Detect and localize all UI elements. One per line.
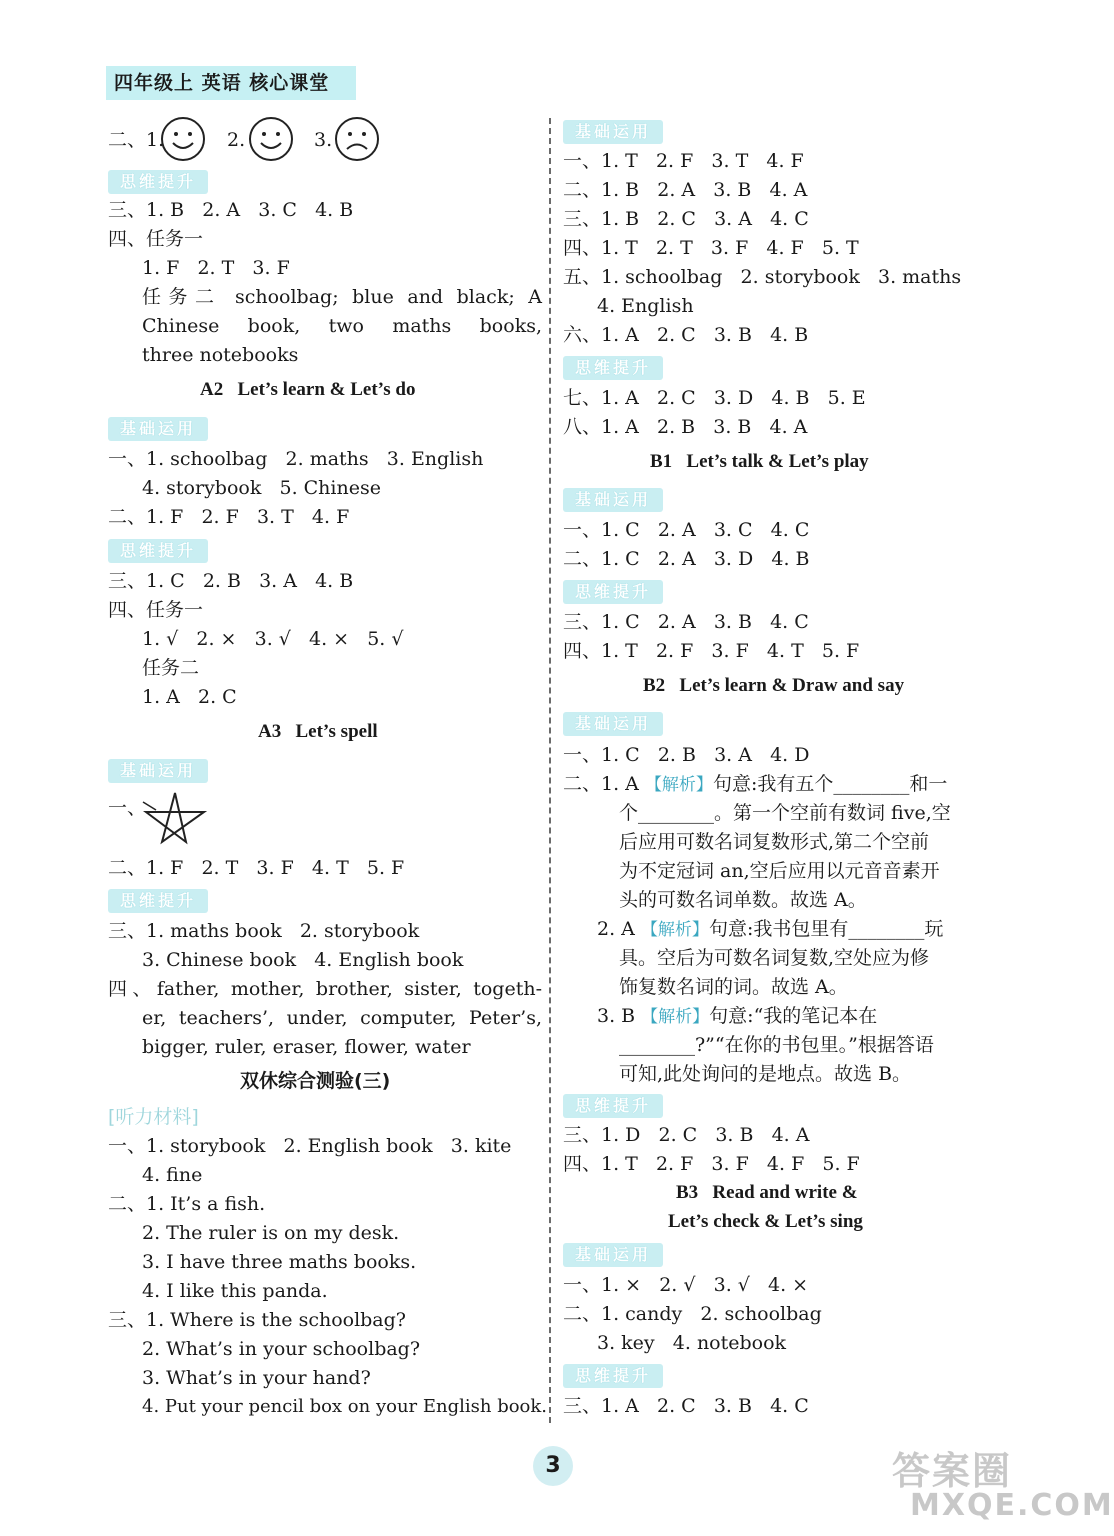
answer-prefix: 2. A <box>597 918 641 940</box>
answer-line: 一、1. C 2. A 3. C 4. C <box>563 519 810 541</box>
answer-line: 一、 <box>108 797 147 819</box>
answer-line: 3. Chinese book 4. English book <box>142 949 464 971</box>
section-badge-siwei: 思维提升 <box>563 356 663 380</box>
answer-line: 4. English <box>597 295 694 317</box>
column-divider <box>549 118 551 1423</box>
section-title-test: 双休综合测验(三) <box>240 1070 391 1092</box>
answer-line: 一、1. schoolbag 2. maths 3. English <box>108 448 484 470</box>
answer-line: 三、1. A 2. C 3. B 4. C <box>563 1395 809 1417</box>
answer-line: 三、1. maths book 2. storybook <box>108 920 420 942</box>
answer-line: 4. Put your pencil box on your English book. <box>142 1396 548 1417</box>
analysis-line: 为不定冠词 an,空后应用以元音音素开 <box>619 860 940 882</box>
answer-line: 4. fine <box>142 1164 203 1186</box>
section-badge-siwei: 思维提升 <box>108 889 208 913</box>
section-title-b1: B1 Let’s talk & Let’s play <box>650 451 869 472</box>
section-title-a3: A3 Let’s spell <box>258 721 378 742</box>
answer-line: 四、任务一 <box>108 599 204 621</box>
analysis-tag: 【解析】 <box>640 920 709 940</box>
section-badge-jichu: 基础运用 <box>563 120 663 144</box>
section-badge-jichu: 基础运用 <box>563 488 663 512</box>
answer-line: Chinese book, two maths books, <box>142 315 542 337</box>
book-header: 四年级上 英语 核心课堂 <box>106 66 356 100</box>
analysis-line: 具。空后为可数名词复数,空处应为修 <box>619 947 930 969</box>
answer-line: 1. F 2. T 3. F <box>142 257 290 279</box>
answer-line: 1. √ 2. × 3. √ 4. × 5. √ <box>142 628 404 650</box>
answer-line: 四、1. T 2. F 3. F 4. F 5. F <box>563 1153 860 1175</box>
answer-line: 三、1. Where is the schoolbag? <box>108 1309 406 1331</box>
answer-line: 四、father, mother, brother, sister, togeth- <box>108 978 542 1000</box>
answer-line: 4. storybook 5. Chinese <box>142 477 381 499</box>
smiley-face-icon <box>248 116 294 162</box>
section-badge-siwei: 思维提升 <box>563 1094 663 1118</box>
answer-line-with-note <box>563 771 947 798</box>
answer-line: 一、1. T 2. F 3. T 4. F <box>563 150 804 172</box>
answer-num: 2. <box>227 129 246 151</box>
answer-line: 三、1. D 2. C 3. B 4. A <box>563 1124 810 1146</box>
answer-line: 3. key 4. notebook <box>597 1332 787 1354</box>
watermark-url: MXQE.COM <box>910 1488 1114 1523</box>
section-badge-siwei: 思维提升 <box>108 170 208 194</box>
sad-face-icon <box>334 116 380 162</box>
answer-line: 三、1. B 2. A 3. C 4. B <box>108 199 354 221</box>
section-title-a2: A2 Let’s learn & Let’s do <box>200 379 416 400</box>
answer-line: 3. What’s in your hand? <box>142 1367 371 1389</box>
analysis-text: 句意:我有五个________和一 <box>712 773 948 795</box>
analysis-line: 头的可数名词单数。故选 A。 <box>619 889 867 911</box>
analysis-line: 后应用可数名词复数形式,第二个空前 <box>619 831 930 853</box>
watermark-text: 答案圈 <box>892 1449 1013 1493</box>
answer-line: 4. I like this panda. <box>142 1280 328 1302</box>
analysis-text: 句意:“我的笔记本在 <box>709 1005 878 1027</box>
answer-line: 六、1. A 2. C 3. B 4. B <box>563 324 809 346</box>
answer-line: 七、1. A 2. C 3. D 4. B 5. E <box>563 387 866 409</box>
section-badge-jichu: 基础运用 <box>108 417 208 441</box>
smiley-face-icon <box>160 116 206 162</box>
section-title-b3-line2: Let’s check & Let’s sing <box>668 1211 863 1232</box>
answer-line: 二、1. <box>108 129 165 151</box>
star-drawing-icon <box>140 790 210 850</box>
analysis-tag: 【解析】 <box>644 775 713 795</box>
answer-line: 一、1. storybook 2. English book 3. kite <box>108 1135 512 1157</box>
answer-line: 四、任务一 <box>108 228 204 250</box>
answer-line: 三、1. C 2. B 3. A 4. B <box>108 570 354 592</box>
answer-line: 二、1. B 2. A 3. B 4. A <box>563 179 808 201</box>
answer-line: 2. The ruler is on my desk. <box>142 1222 400 1244</box>
answer-line: er, teachers’, under, computer, Peter’s, <box>142 1007 542 1029</box>
answer-line: 2. What’s in your schoolbag? <box>142 1338 421 1360</box>
analysis-line: ________?”“在你的书包里。”根据答语 <box>619 1034 934 1056</box>
answer-line: 八、1. A 2. B 3. B 4. A <box>563 416 808 438</box>
section-badge-siwei: 思维提升 <box>563 580 663 604</box>
analysis-line: 个________。第一个空前有数词 five,空 <box>619 802 951 824</box>
answer-line: 三、1. C 2. A 3. B 4. C <box>563 611 809 633</box>
answer-line: three notebooks <box>142 344 299 366</box>
answer-line: 二、1. C 2. A 3. D 4. B <box>563 548 810 570</box>
answer-line: 任务二 schoolbag; blue and black; A <box>142 286 542 308</box>
answer-line: 四、1. T 2. T 3. F 4. F 5. T <box>563 237 859 259</box>
page-number: 3 <box>533 1446 573 1486</box>
analysis-tag: 【解析】 <box>641 1007 710 1027</box>
section-badge-siwei: 思维提升 <box>563 1364 663 1388</box>
answer-line: 二、1. It’s a fish. <box>108 1193 266 1215</box>
answer-line: 二、1. F 2. T 3. F 4. T 5. F <box>108 857 405 879</box>
answer-prefix: 3. B <box>597 1005 642 1027</box>
section-title-b3: B3 Read and write & <box>676 1182 858 1203</box>
answer-line: bigger, ruler, eraser, flower, water <box>142 1036 471 1058</box>
analysis-line: 饰复数名词的词。故选 A。 <box>619 976 848 998</box>
analysis-line: 可知,此处询问的是地点。故选 B。 <box>619 1063 912 1085</box>
answer-line: 任务二 <box>142 657 200 679</box>
section-badge-siwei: 思维提升 <box>108 539 208 563</box>
watermark-logo <box>880 1440 1114 1532</box>
section-title-b2: B2 Let’s learn & Draw and say <box>643 675 905 696</box>
answer-line-with-note <box>597 1003 877 1030</box>
answer-line: 四、1. T 2. F 3. F 4. T 5. F <box>563 640 860 662</box>
answer-prefix: 二、1. A <box>563 773 645 795</box>
section-badge-jichu: 基础运用 <box>108 759 208 783</box>
answer-line: 二、1. F 2. F 3. T 4. F <box>108 506 350 528</box>
answer-line: 1. A 2. C <box>142 686 237 708</box>
section-badge-jichu: 基础运用 <box>563 712 663 736</box>
section-badge-jichu: 基础运用 <box>563 1243 663 1267</box>
answer-line: 三、1. B 2. C 3. A 4. C <box>563 208 809 230</box>
answer-line: 一、1. × 2. √ 3. √ 4. × <box>563 1274 809 1296</box>
analysis-text: 句意:我书包里有________玩 <box>708 918 944 940</box>
answer-line-with-note <box>597 916 943 943</box>
answer-line: 二、1. candy 2. schoolbag <box>563 1303 822 1325</box>
answer-line: 一、1. C 2. B 3. A 4. D <box>563 744 810 766</box>
answer-line: 3. I have three maths books. <box>142 1251 417 1273</box>
answer-line: 五、1. schoolbag 2. storybook 3. maths <box>563 266 962 288</box>
listening-material-label: [听力材料] <box>108 1106 199 1128</box>
answer-num: 3. <box>314 129 333 151</box>
